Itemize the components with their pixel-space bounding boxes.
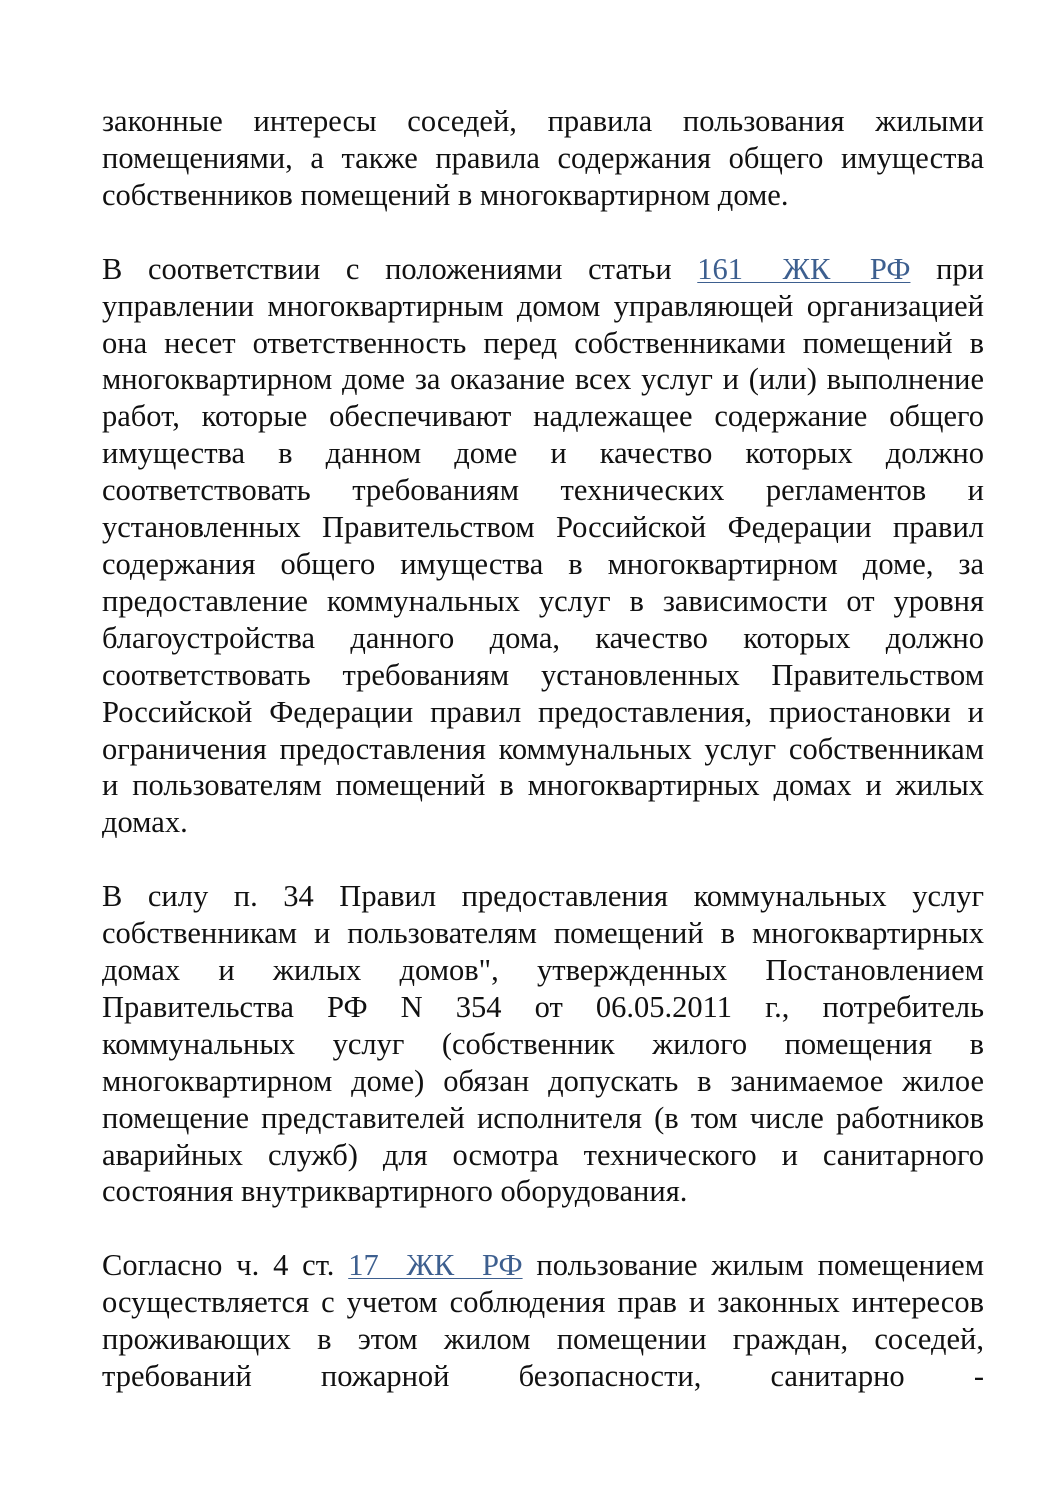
paragraph-4-lead: Согласно ч. 4 ст. bbox=[102, 1248, 349, 1283]
link-article-17[interactable]: 17 ЖК РФ bbox=[348, 1248, 523, 1283]
document-body bbox=[102, 103, 984, 1432]
paragraph-2-lead: В соответствии с положениями статьи bbox=[102, 251, 698, 286]
paragraph-4 bbox=[102, 1247, 984, 1395]
paragraph-2 bbox=[102, 251, 984, 842]
link-article-161[interactable]: 161 ЖК РФ bbox=[697, 251, 911, 286]
paragraph-2-rest: при управлении многоквартирным домом управляющей организацией она несет ответственность перед собственниками помещений в многоквартирном доме за оказание всех услуг и (или) выполнение работ, которые обеспечивают надлежащее содержание общего имущества в данном доме и качество которых должно соответствовать требованиям технических регламентов и установленных Правительством Российской Федерации правил содержания общего имущества в многоквартирном доме, за предоставление коммунальных услуг в зависимости от уровня благоустройства данного дома, качество которых должно соответствовать требованиям установленных Правительством Российской Федерации правил предоставления, приостановки и ограничения предоставления коммунальных услуг собственникам и пользователям помещений в многоквартирных домах и жилых домах. bbox=[102, 251, 984, 840]
paragraph-1: законные интересы соседей, правила пользования жилыми помещениями, а также правила содержания общего имущества собственников помещений в многоквартирном доме. bbox=[102, 104, 984, 212]
paragraph-3: В силу п. 34 Правил предоставления коммунальных услуг собственникам и пользователям помещений в многоквартирных домах и жилых домов", утвержденных Постановлением Правительства РФ N 354 от 06.05.2011 г., потребитель коммунальных услуг (собственник жилого помещения в многоквартирном доме) обязан допускать в занимаемое жилое помещение представителей исполнителя (в том числе работников аварийных служб) для осмотра технического и санитарного состояния внутриквартирного оборудования. bbox=[102, 879, 984, 1209]
paragraph-4-rest: пользование жилым помещением осуществляется с учетом соблюдения прав и законных интересов проживающих в этом жилом помещении граждан, соседей, требований пожарной безопасности, санитарно - bbox=[102, 1248, 984, 1394]
